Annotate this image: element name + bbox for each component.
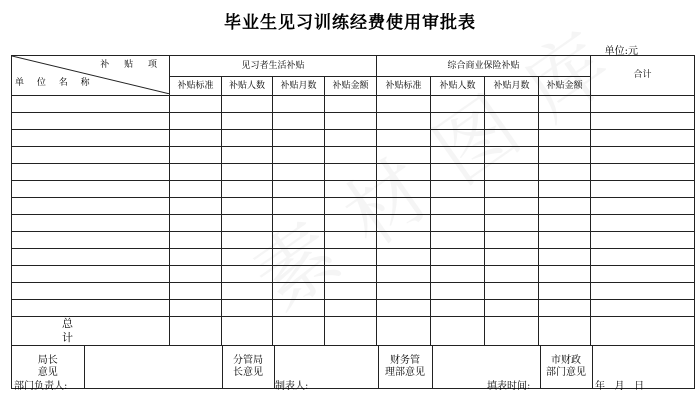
table-cell[interactable] xyxy=(539,113,591,130)
table-cell[interactable] xyxy=(431,147,485,164)
table-cell[interactable] xyxy=(431,96,485,113)
table-cell[interactable] xyxy=(325,198,377,215)
table-cell[interactable] xyxy=(325,130,377,147)
unit-name-cell[interactable] xyxy=(12,130,170,147)
table-row xyxy=(12,113,695,130)
table-cell[interactable] xyxy=(539,300,591,317)
table-cell[interactable] xyxy=(377,300,431,317)
deputy-chief-label: 分管局 长意见 xyxy=(222,346,274,388)
table-cell[interactable] xyxy=(591,266,695,283)
bureau-chief-label: 局长 意见 xyxy=(12,346,84,388)
table-cell[interactable] xyxy=(273,249,325,266)
subcol-header: 补贴月数 xyxy=(485,77,539,96)
table-cell[interactable] xyxy=(485,113,539,130)
table-cell[interactable] xyxy=(485,96,539,113)
table-cell[interactable] xyxy=(325,113,377,130)
table-cell[interactable] xyxy=(377,215,431,232)
table-cell[interactable] xyxy=(591,317,695,346)
table-cell[interactable] xyxy=(273,300,325,317)
table-cell[interactable] xyxy=(222,96,273,113)
table-cell[interactable] xyxy=(431,215,485,232)
table-row xyxy=(12,198,695,215)
table-cell[interactable] xyxy=(539,215,591,232)
form-title: 毕业生见习训练经费使用审批表 xyxy=(224,13,476,33)
table-cell[interactable] xyxy=(431,198,485,215)
table-cell[interactable] xyxy=(222,317,273,346)
unit-name-cell[interactable] xyxy=(12,181,170,198)
subsidy-item-label: 补 贴 项 xyxy=(100,60,163,70)
table-cell[interactable] xyxy=(485,317,539,346)
unit-name-cell[interactable] xyxy=(12,198,170,215)
finance-dept-label: 财务管 理部意见 xyxy=(378,346,432,388)
table-cell[interactable] xyxy=(325,317,377,346)
table-cell[interactable] xyxy=(377,164,431,181)
table-cell[interactable] xyxy=(485,181,539,198)
table-cell[interactable] xyxy=(539,249,591,266)
table-cell[interactable] xyxy=(273,266,325,283)
table-cell[interactable] xyxy=(591,96,695,113)
table-cell[interactable] xyxy=(539,317,591,346)
table-cell[interactable] xyxy=(431,113,485,130)
table-cell[interactable] xyxy=(377,147,431,164)
table-cell[interactable] xyxy=(170,317,222,346)
table-cell[interactable] xyxy=(325,164,377,181)
subcol-header: 补贴人数 xyxy=(222,77,273,96)
fill-time-label: 填表时间: xyxy=(487,381,531,392)
table-cell[interactable] xyxy=(222,300,273,317)
table-cell[interactable] xyxy=(325,215,377,232)
table-cell[interactable] xyxy=(485,232,539,249)
table-cell[interactable] xyxy=(170,232,222,249)
table-cell[interactable] xyxy=(377,249,431,266)
table-cell[interactable] xyxy=(591,249,695,266)
table-cell[interactable] xyxy=(431,130,485,147)
unit-name-cell[interactable] xyxy=(12,164,170,181)
table-row xyxy=(12,300,695,317)
unit-name-cell[interactable] xyxy=(12,215,170,232)
table-cell[interactable] xyxy=(591,113,695,130)
unit-name-cell[interactable] xyxy=(12,147,170,164)
table-cell[interactable] xyxy=(273,283,325,300)
table-cell[interactable] xyxy=(325,181,377,198)
table-row xyxy=(12,266,695,283)
table-cell[interactable] xyxy=(539,266,591,283)
table-cell[interactable] xyxy=(170,147,222,164)
table-cell[interactable] xyxy=(431,181,485,198)
table-cell[interactable] xyxy=(539,96,591,113)
table-cell[interactable] xyxy=(170,181,222,198)
table-cell[interactable] xyxy=(591,181,695,198)
table-cell[interactable] xyxy=(222,130,273,147)
table-cell[interactable] xyxy=(273,164,325,181)
table-cell[interactable] xyxy=(325,249,377,266)
table-cell[interactable] xyxy=(170,283,222,300)
table-row xyxy=(12,283,695,300)
table-cell[interactable] xyxy=(431,300,485,317)
subcol-header: 补贴金额 xyxy=(539,77,591,96)
table-cell[interactable] xyxy=(325,266,377,283)
table-cell[interactable] xyxy=(377,113,431,130)
table-cell[interactable] xyxy=(170,266,222,283)
table-cell[interactable] xyxy=(485,283,539,300)
unit-name-cell[interactable] xyxy=(12,113,170,130)
table-cell[interactable] xyxy=(591,300,695,317)
header-diagonal-cell xyxy=(12,56,170,96)
table-cell[interactable] xyxy=(377,130,431,147)
table-cell[interactable] xyxy=(273,113,325,130)
table-row xyxy=(12,215,695,232)
table-cell[interactable] xyxy=(273,215,325,232)
table-row xyxy=(12,130,695,147)
table-cell[interactable] xyxy=(325,232,377,249)
table-row xyxy=(12,96,695,113)
table-row xyxy=(12,232,695,249)
table-cell[interactable] xyxy=(273,147,325,164)
unit-name-cell[interactable] xyxy=(12,232,170,249)
table-cell[interactable] xyxy=(539,232,591,249)
table-cell[interactable] xyxy=(431,266,485,283)
total-column-header: 合计 xyxy=(591,56,695,96)
table-cell[interactable] xyxy=(431,164,485,181)
unit-name-cell[interactable] xyxy=(12,249,170,266)
table-cell[interactable] xyxy=(591,283,695,300)
table-cell[interactable] xyxy=(222,198,273,215)
table-cell[interactable] xyxy=(539,164,591,181)
table-cell[interactable] xyxy=(222,181,273,198)
table-cell[interactable] xyxy=(273,181,325,198)
date-fields: 年 月 日 xyxy=(595,381,645,392)
table-cell[interactable] xyxy=(591,147,695,164)
table-cell[interactable] xyxy=(170,249,222,266)
subcol-header: 补贴标准 xyxy=(377,77,431,96)
table-row xyxy=(12,147,695,164)
table-cell[interactable] xyxy=(170,96,222,113)
table-cell[interactable] xyxy=(222,215,273,232)
table-cell[interactable] xyxy=(485,215,539,232)
table-cell[interactable] xyxy=(377,283,431,300)
table-cell[interactable] xyxy=(485,249,539,266)
insurance-subsidy-header: 综合商业保险补贴 xyxy=(377,56,591,77)
table-cell[interactable] xyxy=(485,198,539,215)
unit-name-cell[interactable] xyxy=(12,300,170,317)
table-cell[interactable] xyxy=(591,164,695,181)
approval-table xyxy=(11,55,695,389)
table-cell[interactable] xyxy=(591,130,695,147)
table-cell[interactable] xyxy=(485,130,539,147)
table-cell[interactable] xyxy=(222,113,273,130)
dept-head-label: 部门负责人: xyxy=(14,381,68,392)
subcol-header: 补贴标准 xyxy=(170,77,222,96)
table-cell[interactable] xyxy=(222,232,273,249)
signature-row xyxy=(12,346,695,388)
table-cell[interactable] xyxy=(539,198,591,215)
table-row xyxy=(12,164,695,181)
table-cell[interactable] xyxy=(377,181,431,198)
bureau-chief-field[interactable] xyxy=(84,346,222,388)
table-cell[interactable] xyxy=(325,147,377,164)
table-cell[interactable] xyxy=(273,317,325,346)
living-subsidy-header: 见习者生活补贴 xyxy=(170,56,377,77)
unit-name-cell[interactable] xyxy=(12,283,170,300)
total-row-label: 总 计 xyxy=(12,317,170,346)
table-cell[interactable] xyxy=(377,96,431,113)
table-cell[interactable] xyxy=(170,113,222,130)
table-cell[interactable] xyxy=(222,147,273,164)
table-cell[interactable] xyxy=(485,266,539,283)
unit-label: 单位:元 xyxy=(604,46,638,57)
table-cell[interactable] xyxy=(222,249,273,266)
table-cell[interactable] xyxy=(377,198,431,215)
table-cell[interactable] xyxy=(170,164,222,181)
preparer-label: 制表人: xyxy=(275,381,309,392)
table-cell[interactable] xyxy=(539,147,591,164)
table-cell[interactable] xyxy=(431,249,485,266)
table-cell[interactable] xyxy=(431,232,485,249)
table-cell[interactable] xyxy=(431,283,485,300)
table-cell[interactable] xyxy=(377,266,431,283)
table-cell[interactable] xyxy=(485,300,539,317)
table-row xyxy=(12,181,695,198)
table-cell[interactable] xyxy=(539,283,591,300)
table-cell[interactable] xyxy=(273,130,325,147)
table-cell[interactable] xyxy=(539,181,591,198)
table-cell[interactable] xyxy=(591,232,695,249)
table-cell[interactable] xyxy=(377,232,431,249)
subcol-header: 补贴人数 xyxy=(431,77,485,96)
table-cell[interactable] xyxy=(591,215,695,232)
table-cell[interactable] xyxy=(273,96,325,113)
table-cell[interactable] xyxy=(273,198,325,215)
subcol-header: 补贴月数 xyxy=(273,77,325,96)
table-cell[interactable] xyxy=(325,300,377,317)
table-row xyxy=(12,249,695,266)
table-cell[interactable] xyxy=(222,283,273,300)
table-cell[interactable] xyxy=(273,232,325,249)
table-cell[interactable] xyxy=(222,266,273,283)
table-cell[interactable] xyxy=(170,130,222,147)
city-finance-label: 市财政 部门意见 xyxy=(540,346,592,388)
table-cell[interactable] xyxy=(485,164,539,181)
table-cell[interactable] xyxy=(377,317,431,346)
subcol-header: 补贴金额 xyxy=(325,77,377,96)
table-cell[interactable] xyxy=(431,317,485,346)
unit-name-label: 单 位 名 称 xyxy=(15,78,95,89)
table-cell[interactable] xyxy=(222,164,273,181)
table-cell[interactable] xyxy=(325,283,377,300)
table-cell[interactable] xyxy=(325,96,377,113)
table-cell[interactable] xyxy=(170,300,222,317)
table-cell[interactable] xyxy=(485,147,539,164)
unit-name-cell[interactable] xyxy=(12,96,170,113)
unit-name-cell[interactable] xyxy=(12,266,170,283)
table-cell[interactable] xyxy=(170,198,222,215)
table-cell[interactable] xyxy=(170,215,222,232)
table-cell[interactable] xyxy=(591,198,695,215)
table-cell[interactable] xyxy=(539,130,591,147)
